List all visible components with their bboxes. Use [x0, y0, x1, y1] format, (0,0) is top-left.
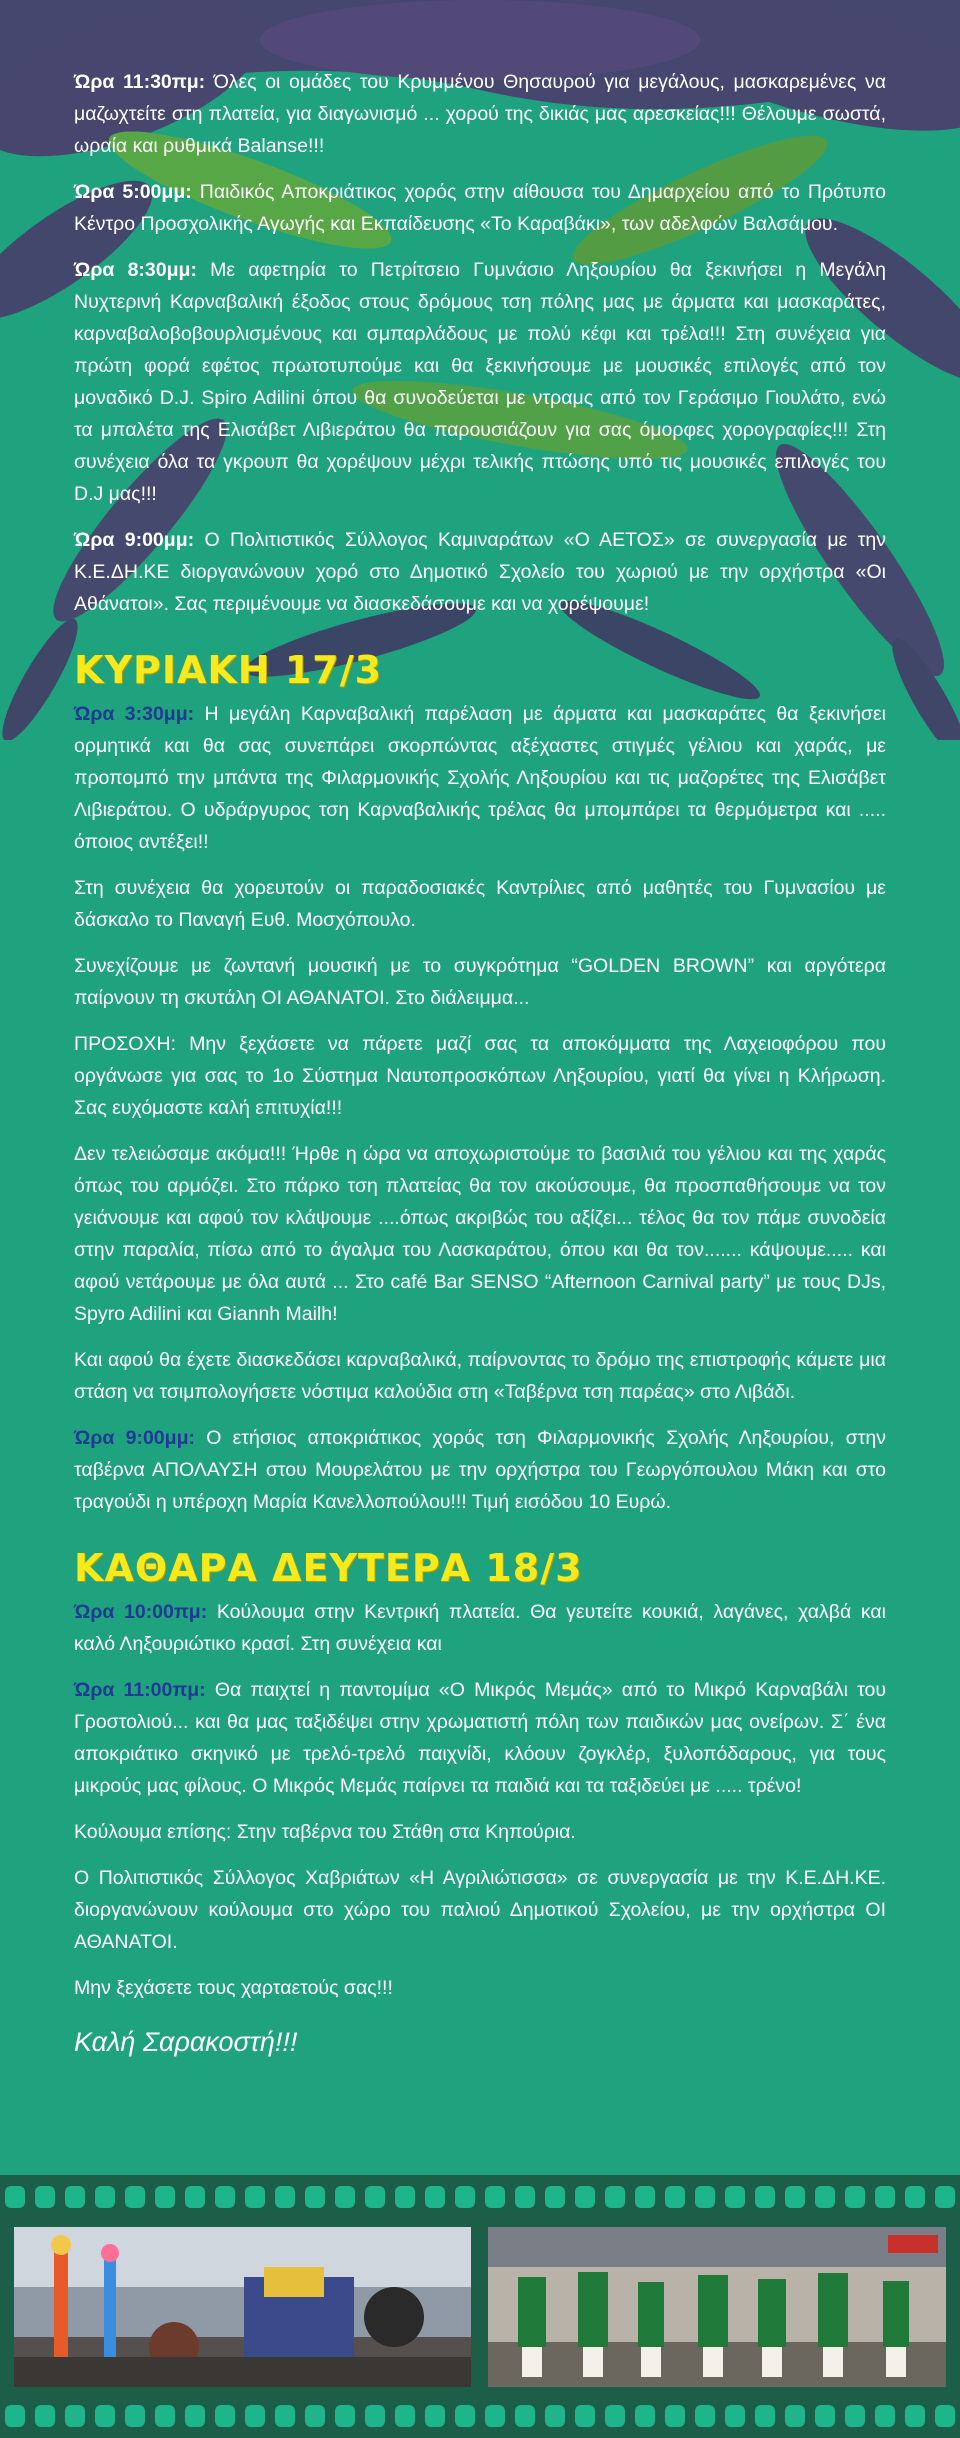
- paragraph-text: Κούλουμα επίσης: Στην ταβέρνα του Στάθη στα Κηπούρια.: [74, 1821, 576, 1843]
- film-perforation: [575, 2186, 595, 2208]
- film-perforation: [785, 2405, 805, 2427]
- film-perforation: [275, 2405, 295, 2427]
- time-label: Ώρα 10:00πμ:: [74, 1601, 208, 1623]
- film-perforation: [635, 2186, 655, 2208]
- sunday-section: [74, 698, 886, 1518]
- film-perforation: [365, 2186, 385, 2208]
- paragraph-text: Ο Πολιτιστικός Σύλλογος Χαβριάτων «Η Αγριλιώτισσα» σε συνεργασία με την Κ.Ε.ΔΗ.ΚΕ. διοργανώνουν κούλουμα στο χώρο του παλιού Δημοτικού Σχολείου, με την ορχήστρα ΟΙ ΑΘΑΝΑΤΟΙ.: [74, 1867, 886, 1953]
- saturday-section: [74, 66, 886, 620]
- program-paragraph: [74, 1596, 886, 1660]
- paragraph-text: Κούλουμα στην Κεντρική πλατεία. Θα γευτείτε κουκιά, λαγάνες, χαλβά και καλό Ληξουριώτικο κρασί. Στη συνέχεια και: [74, 1601, 886, 1655]
- time-label: Ώρα 11:00πμ:: [74, 1679, 206, 1701]
- film-perforation: [35, 2405, 55, 2427]
- carnival-photo-dancers: [488, 2227, 946, 2387]
- film-perforation: [395, 2186, 415, 2208]
- program-paragraph: [74, 524, 886, 620]
- film-perforation: [65, 2186, 85, 2208]
- film-perforation: [425, 2405, 445, 2427]
- program-paragraph: [74, 950, 886, 1014]
- program-paragraph: [74, 1028, 886, 1124]
- program-paragraph: [74, 1972, 886, 2004]
- sunday-heading: ΚΥΡΙΑΚΗ 17/3: [74, 648, 383, 692]
- time-label: Ώρα 8:30μμ:: [74, 259, 197, 281]
- program-paragraph: [74, 1862, 886, 1958]
- film-perforation: [545, 2186, 565, 2208]
- film-perforation: [155, 2405, 175, 2427]
- program-paragraph: [74, 1138, 886, 1330]
- film-perforation: [485, 2405, 505, 2427]
- film-perforation: [95, 2405, 115, 2427]
- film-perforation: [65, 2405, 85, 2427]
- paragraph-text: Στη συνέχεια θα χορευτούν οι παραδοσιακές Καντρίλιες από μαθητές του Γυμνασίου με δάσκαλο το Παναγή Ευθ. Μοσχόπουλο.: [74, 877, 886, 931]
- film-perforation: [665, 2405, 685, 2427]
- film-perforation: [455, 2405, 475, 2427]
- film-perforation: [215, 2405, 235, 2427]
- paragraph-text: ΠΡΟΣΟΧΗ: Μην ξεχάσετε να πάρετε μαζί σας τα αποκόμματα της Λαχειοφόρου που οργάνωσε για σας το 1ο Σύστημα Ναυτοπροσκόπων Ληξουρίου, γιατί θα γίνει η Κλήρωση. Σας ευχόμαστε καλή επιτυχία!!!: [74, 1033, 886, 1119]
- closing-wish: Καλή Σαρακοστή!!!: [74, 2027, 298, 2057]
- program-paragraph: [74, 1344, 886, 1408]
- paragraph-text: Δεν τελειώσαμε ακόμα!!! Ήρθε η ώρα να αποχωριστούμε το βασιλιά του γέλιου και της χαράς όπως του αρμόζει. Στο πάρκο τση πλατείας θα τον ακούσουμε, θα προσπαθήσουμε να τον γειάνουμε και αφού τον κλάψουμε ....όπως ακριβώς του αξίζει... τέλος θα τον πάμε συνοδεία στην παραλία, πίσω από το άγαλμα του Λασκαράτου, όπου και θα τον....... κάψουμε..... και αφού νετάρουμε με όλα αυτά ... Στο café Bar SENSO “Afternoon Carnival party” με τους DJs, Spyro Adilini και Giannh Mailh!: [74, 1143, 886, 1325]
- film-perforation: [545, 2405, 565, 2427]
- film-perforation: [125, 2405, 145, 2427]
- program-paragraph: [74, 872, 886, 936]
- film-perforation: [905, 2186, 925, 2208]
- program-paragraph: [74, 66, 886, 162]
- film-perforation: [515, 2186, 535, 2208]
- film-perforation: [95, 2186, 115, 2208]
- film-perforation: [875, 2405, 895, 2427]
- film-perforation: [695, 2186, 715, 2208]
- film-perforation: [455, 2186, 475, 2208]
- film-perforation: [575, 2405, 595, 2427]
- film-perforation: [485, 2186, 505, 2208]
- paragraph-text: Μην ξεχάσετε τους χαρταετούς σας!!!: [74, 1977, 393, 1999]
- film-perforation: [305, 2405, 325, 2427]
- film-perforation: [425, 2186, 445, 2208]
- film-perforation: [905, 2405, 925, 2427]
- film-perforations-top: [0, 2183, 960, 2211]
- paragraph-text: Ο ετήσιος αποκριάτικος χορός τση Φιλαρμονικής Σχολής Ληξουρίου, στην ταβέρνα ΑΠΟΛΑΥΣΗ στου Μουρελάτου με την ορχήστρα του Γεωργόπουλου Μάκη και στο τραγούδι η υπέροχη Μαρία Κανελλοπούλου!!! Τιμή εισόδου 10 Ευρώ.: [74, 1427, 886, 1513]
- paragraph-text: Ο Πολιτιστικός Σύλλογος Καμιναράτων «Ο ΑΕΤΟΣ» σε συνεργασία με την Κ.Ε.ΔΗ.ΚΕ διοργανώνουν χορό στο Δημοτικό Σχολείο του χωριού με την ορχήστρα «Οι Αθάνατοι». Σας περιμένουμε να διασκεδάσουμε και να χορέψουμε!: [74, 529, 886, 615]
- time-label: Ώρα 3:30μμ:: [74, 703, 195, 725]
- film-perforation: [5, 2405, 25, 2427]
- program-paragraph: [74, 1674, 886, 1802]
- film-perforation: [515, 2405, 535, 2427]
- film-perforation: [635, 2405, 655, 2427]
- film-perforation: [275, 2186, 295, 2208]
- film-perforation: [845, 2186, 865, 2208]
- film-perforation: [755, 2405, 775, 2427]
- time-label: Ώρα 5:00μμ:: [74, 181, 192, 203]
- film-perforation: [35, 2186, 55, 2208]
- film-perforation: [815, 2405, 835, 2427]
- film-perforation: [155, 2186, 175, 2208]
- time-label: Ώρα 11:30πμ:: [74, 71, 206, 93]
- film-perforation: [725, 2186, 745, 2208]
- film-perforation: [245, 2186, 265, 2208]
- film-perforation: [845, 2405, 865, 2427]
- film-strip: [0, 2175, 960, 2438]
- program-content: [74, 66, 886, 2058]
- film-perforation: [215, 2186, 235, 2208]
- program-paragraph: [74, 176, 886, 240]
- film-perforation: [815, 2186, 835, 2208]
- monday-heading: ΚΑΘΑΡΑ ΔΕΥΤΕΡΑ 18/3: [74, 1546, 583, 1590]
- paragraph-text: Και αφού θα έχετε διασκεδάσει καρναβαλικά, παίρνοντας το δρόμο της επιστροφής κάμετε μια στάση να τσιμπολογήσετε νόστιμα καλούδια στη «Ταβέρνα τση παρέας» στο Λιβάδι.: [74, 1349, 886, 1403]
- film-perforation: [875, 2186, 895, 2208]
- program-paragraph: [74, 1816, 886, 1848]
- program-paragraph: [74, 254, 886, 510]
- film-perforation: [695, 2405, 715, 2427]
- film-perforation: [395, 2405, 415, 2427]
- paragraph-text: Όλες οι ομάδες του Κρυμμένου Θησαυρού για μεγάλους, μασκαρεμένες να μαζωχτείτε στη πλατεία, για διαγωνισμό ... χορού της δικιάς μας αρεσκείας!!! Θέλουμε σωστά, ωραία και ρυθμικά Balanse!!!: [74, 71, 886, 157]
- film-perforation: [605, 2186, 625, 2208]
- program-paragraph: [74, 1422, 886, 1518]
- film-perforation: [725, 2405, 745, 2427]
- film-perforation: [185, 2186, 205, 2208]
- film-perforation: [245, 2405, 265, 2427]
- paragraph-text: Η μεγάλη Καρναβαλική παρέλαση με άρματα και μασκαράτες θα ξεκινήσει ορμητικά και θα σας συνεπάρει σκορπώντας αξέχαστες στιγμές γέλιου και χαράς, με προπομπό την μπάντα της Φιλαρμονικής Σχολής Ληξουρίου και τις μαζορέτες της Ελισάβετ Λιβιεράτου. Ο υδράργυρος τση Καρναβαλικής τρέλας θα μπομπάρει τα θερμόμετρα και ..... όποιος αντέξει!!: [74, 703, 886, 853]
- carnival-photo-stilts: [14, 2227, 471, 2387]
- film-perforation: [935, 2186, 955, 2208]
- time-label: Ώρα 9:00μμ:: [74, 1427, 195, 1449]
- film-perforation: [335, 2405, 355, 2427]
- program-paragraph: [74, 698, 886, 858]
- film-perforation: [605, 2405, 625, 2427]
- paragraph-text: Παιδικός Αποκριάτικος χορός στην αίθουσα του Δημαρχείου από το Πρότυπο Κέντρο Προσχολικής Αγωγής και Εκπαίδευσης «Το Καραβάκι», των αδελφών Βαλσάμου.: [74, 181, 886, 235]
- film-perforations-bottom: [0, 2402, 960, 2430]
- paragraph-text: Θα παιχτεί η παντομίμα «Ο Μικρός Μεμάς» από το Μικρό Καρναβάλι του Γροστολιού... και θα μας ταξιδέψει στην χρωματιστή πόλη των παιδικών μας ονείρων. Σ΄ ένα αποκριάτικο σκηνικό με τρελό-τρελό παιχνίδι, κλόουν ζογκλέρ, ξυλοπόδαρους, για τους μικρούς μας φίλους. Ο Μικρός Μεμάς παίρνει τα παιδιά και τα ταξιδεύει με ..... τρένο!: [74, 1679, 886, 1797]
- paragraph-text: Με αφετηρία το Πετρίτσειο Γυμνάσιο Ληξουρίου θα ξεκινήσει η Μεγάλη Νυχτερινή Καρναβαλική έξοδος στους δρόμους τση πόλης μας με άρματα και μασκαράτες, καρναβαλοβοβουρλισμένους και σμπαρλάδους με πολύ κέφι και τρέλα!!! Στη συνέχεια για πρώτη φορά εφέτος πρωτοτυπούμε και θα ξεκινήσουμε με μουσικές επιλογές από τον μοναδικό D.J. Spiro Adilini όπου θα συνοδεύεται με ντραμς από τον Γεράσιμο Γιουλάτο, ενώ τα μπαλέτα της Ελισάβετ Λιβιεράτου θα παρουσιάζουν για σας όμορφες χορογραφίες!!! Στη συνέχεια όλα τα γκρουπ θα χορέψουν μέχρι τελικής πτώσης υπό τις μουσικές επιλογές του D.J μας!!!: [74, 259, 886, 505]
- film-perforation: [785, 2186, 805, 2208]
- film-perforation: [665, 2186, 685, 2208]
- time-label: Ώρα 9:00μμ:: [74, 529, 195, 551]
- film-perforation: [5, 2186, 25, 2208]
- paragraph-text: Συνεχίζουμε με ζωντανή μουσική με το συγκρότημα “GOLDEN BROWN” και αργότερα παίρνουν τη σκυτάλη ΟΙ ΑΘΑΝΑΤΟΙ. Στο διάλειμμα...: [74, 955, 886, 1009]
- film-perforation: [755, 2186, 775, 2208]
- film-perforation: [305, 2186, 325, 2208]
- monday-section: [74, 1596, 886, 2004]
- film-perforation: [935, 2405, 955, 2427]
- film-perforation: [185, 2405, 205, 2427]
- film-perforation: [335, 2186, 355, 2208]
- film-perforation: [125, 2186, 145, 2208]
- film-perforation: [365, 2405, 385, 2427]
